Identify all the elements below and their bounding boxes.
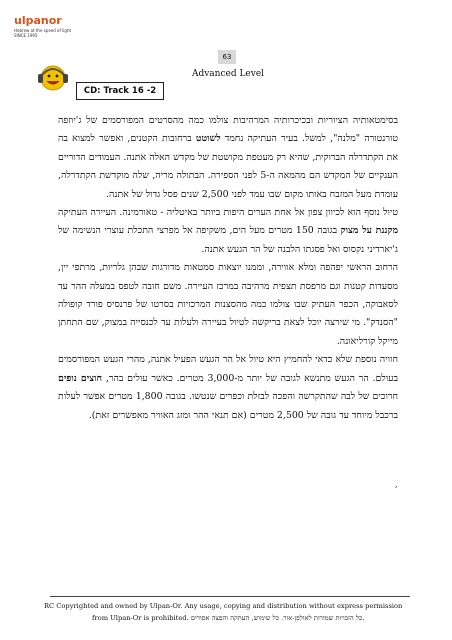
footer-divider [50,596,410,597]
logo-tagline-text: Hebrew at the speed of light [14,28,72,33]
highlighted-phrase: מקננת על מצוק [340,225,399,237]
highlighted-phrase: לשוטט [195,133,221,145]
highlighted-phrase: חוצים נופים [58,372,103,384]
level-label: Advanced Level [191,69,265,79]
paragraph-text: טיול נוסף הוא לכיוון צפון אל אחת הערים היפות ביותר באיטליה - טאורמינה. העיירה העתיקה [58,207,398,219]
paragraph-text: בגובה 150 מטרים מעל הים, משקיפה אל מפרצי התכלת עוצרי הנשימה של ג'יארדיני נקסוס ואל פסגתו הלבנה של הר הגעש אתנה. [58,225,398,255]
headphones-smiley-icon [36,60,70,94]
article-body [58,112,398,425]
paragraph-text: הרחוב הראשי יפהפה ומלא אווירה, וממנו יוצאות סמטאות מדורגות שבהן גלריות, מרתפי יין, מסעדות קטנות וגם מרפסת תצפית מרהיבה במרכז העיירה. משם חובה לטפס במעלה ההר עד לסאבוקה, הכפר העתיק שבו צולמו כמה מהסצנות המרכזיות בסרטו של פרנסיס פורד קופולה "הסנדק". מי שירצה יוכל לצאת בריקשה לטיול בעיירה ולעלות עד לכנסייה במצוק, שם התחתן מייקל קורליאונה. [58,262,398,347]
page-number-badge: 63 [218,50,236,64]
copyright-line-2: from Ulpan-Or is prohibited. כל הזכויות שמורות לאולפן-אור. כל שימוש, העתקה והפצה אסורים. [92,614,365,622]
logo-tagline [14,28,72,38]
article-paragraph [58,351,398,425]
paragraph-text: בסימטאותיה הציוריות ובכיכרותיה המרהיבות צולמו כמה מהסרטים המפורסמים של ג'יוזפה טורנטורה "מלנה", למשל. בעיר העתיקה נחמד [58,115,399,145]
ulpan-or-logo [14,8,72,108]
logo-wordmark: ulpanor [14,14,62,27]
article-paragraph [58,259,398,351]
logo-since: SINCE 1995 [14,33,38,38]
stray-mark: , [395,480,398,489]
paragraph-text: ברחובות הקטנים, ואפשר למצוא בה את הקתדרלה הברוקית, שהיא רק מעטפת מקושטת של מקדש האלה אתנה. העמודים הדוריים הענקיים של המקדש הם מהמאה ה-5 לפני הספירה. הבתולה מריה, שלה מוקדשת הקתדרלה, עומדת מעל המזבח באותו מקום שבו עמד לפני 2,500 שנים פסל גדול של אתנה. [58,133,398,200]
copyright-line-1: RC Copyrighted and owned by Ulpan-Or. Any usage, copying and distribution without express permission [44,602,403,610]
paragraph-text: חוויה נוספת שלא כדאי להחמיץ היא טיול אל הר הגעש הפעיל אתנה, מהרי הגעש המפורסמים בעולם. הר הגעש מתנשא לגובה של יותר מ-3,000 מטרים. כאשר עולים בהר, [58,354,398,384]
article-paragraph [58,112,398,204]
paragraph-text: חרוכים של לבה שהתקרשה והפכה לבזלת וכפרים שנטשו. בגובה 1,800 מטרים אפשר לעלות ברכבל מיוחד עד גובה של 2,500 מטרים (אם תנאי ההר ומזג האוויר מאפשרים זאת). [58,391,399,421]
article-paragraph [58,204,398,259]
cd-track-box: CD: Track 16 -2 [76,82,164,100]
